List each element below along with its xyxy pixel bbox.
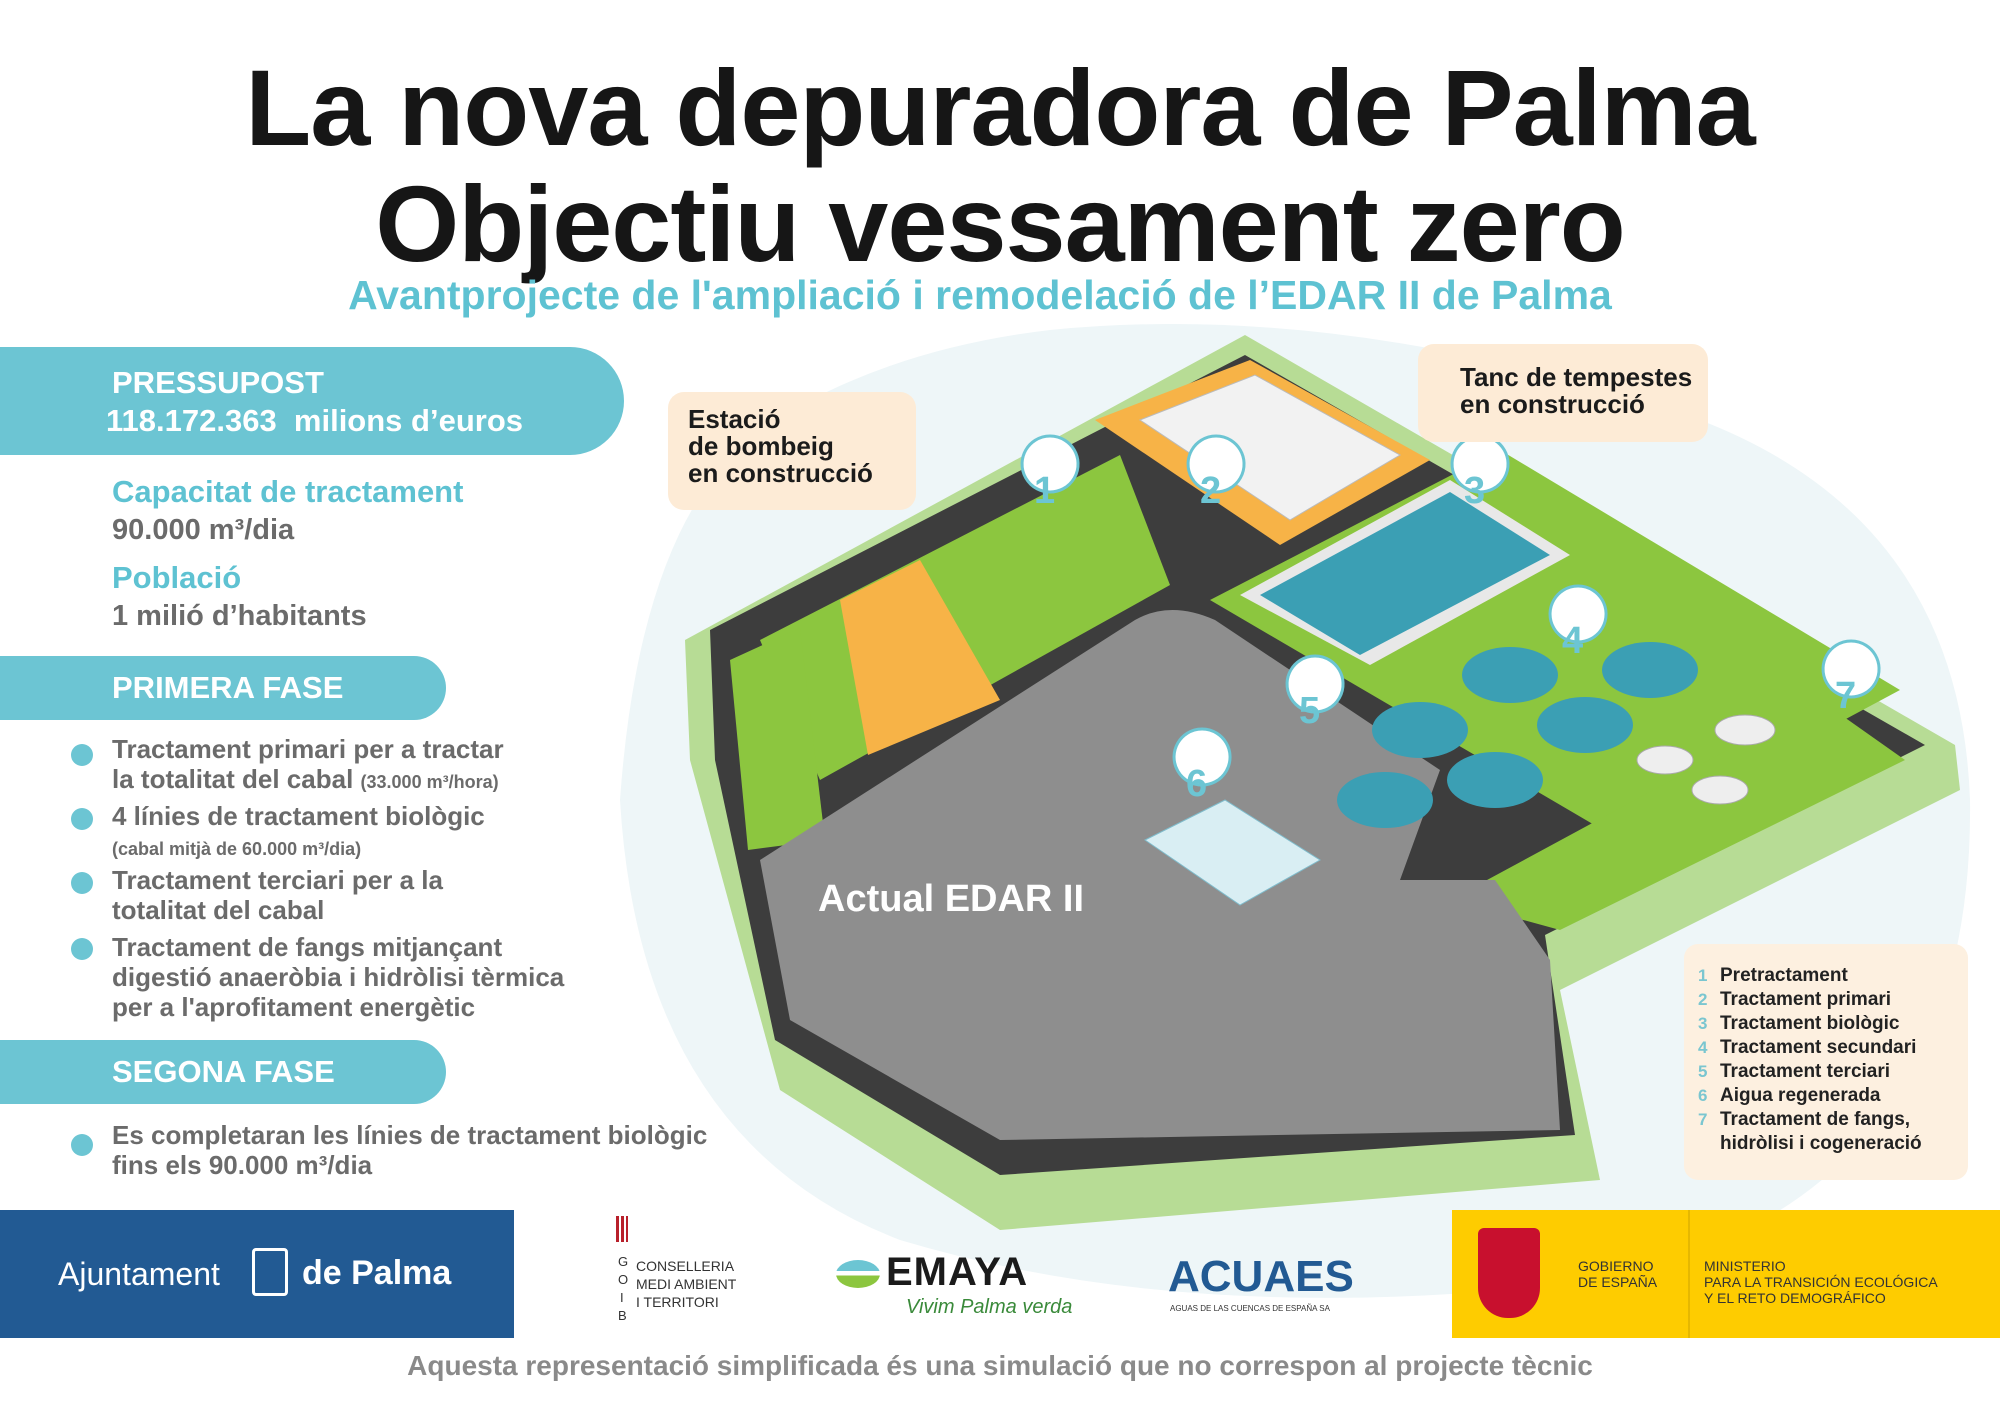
legend-item-5: 5 Tractament terciari	[1698, 1061, 1891, 1082]
spain-coat-of-arms-icon	[1478, 1228, 1540, 1318]
phase2-label: SEGONA FASE	[112, 1054, 335, 1089]
title-line-2: Objectiu vessament zero	[375, 163, 1625, 284]
gobierno-logo: GOBIERNO DE ESPAÑA MINISTERIO PARA LA TRANSICIÓN ECOLÓGICA Y EL RETO DEMOGRÁFICO	[1452, 1210, 2000, 1338]
legend-item-1: 1 Pretractament	[1698, 965, 1848, 986]
legend-item-6: 6 Aigua regenerada	[1698, 1085, 1881, 1106]
goib-flag-icon	[616, 1216, 628, 1242]
marker-3: 3	[1464, 470, 1486, 512]
marker-4: 4	[1562, 620, 1584, 662]
legend-item-3: 3 Tractament biològic	[1698, 1013, 1900, 1034]
acuaes-logo: ACUAES AGUAS DE LAS CUENCAS DE ESPAÑA SA	[1168, 1252, 1354, 1313]
population-value: 1 milió d’habitants	[112, 600, 367, 632]
marker-1: 1	[1034, 470, 1056, 512]
ajuntament-logo: Ajuntament de Palma	[0, 1210, 514, 1338]
phase1-item-3: Tractament terciari per a la totalitat del cabal	[112, 865, 443, 925]
clarifier	[1602, 642, 1698, 698]
subtitle: Avantprojecte de l'ampliació i remodelació de l’EDAR II de Palma	[348, 272, 1612, 318]
marker-7: 7	[1835, 675, 1857, 717]
legend-item-2: 2 Tractament primari	[1698, 989, 1892, 1010]
divider	[1688, 1210, 1690, 1338]
clarifier	[1372, 702, 1468, 758]
palma-crest-icon	[252, 1248, 288, 1296]
population-label: Població	[112, 560, 242, 595]
legend-item-7-cont: hidròlisi i cogeneració	[1720, 1133, 1922, 1154]
marker-2: 2	[1200, 470, 1222, 512]
marker-6: 6	[1186, 763, 1208, 805]
budget-label: PRESSUPOST	[112, 365, 324, 400]
emaya-logo: EMAYA Vivim Palma verda	[836, 1250, 1076, 1330]
digester-tank	[1692, 776, 1748, 804]
title-line-1: La nova depuradora de Palma	[245, 47, 1755, 168]
capacity-label: Capacitat de tractament	[112, 474, 464, 509]
emaya-wave-icon	[836, 1260, 880, 1288]
marker-5: 5	[1299, 690, 1321, 732]
legend-item-4: 4 Tractament secundari	[1698, 1037, 1917, 1058]
phase1-item-4: Tractament de fangs mitjançant digestió anaeròbia i hidròlisi tèrmica per a l'aprofitament energètic	[112, 932, 565, 1022]
goib-logo: G O I B CONSELLERIA MEDI AMBIENT I TERRITORI	[612, 1216, 762, 1334]
clarifier	[1447, 752, 1543, 808]
legend	[1684, 944, 1968, 1180]
phase2-item-1: Es completaran les línies de tractament biològic fins els 90.000 m³/dia	[112, 1120, 708, 1180]
pumping-callout: Estació de bombeig en construcció	[668, 392, 916, 510]
clarifier	[1537, 697, 1633, 753]
clarifier	[1462, 647, 1558, 703]
clarifier	[1337, 772, 1433, 828]
digester-tank	[1637, 746, 1693, 774]
capacity-value: 90.000 m³/dia	[112, 514, 295, 546]
legend-item-7: 7 Tractament de fangs,	[1698, 1109, 1911, 1130]
budget-value: 118.172.363 milions d’euros	[106, 403, 524, 438]
storm-tank-callout: Tanc de tempestes en construcció	[1418, 344, 1708, 442]
phase1-item-2: 4 línies de tractament biològic (cabal mitjà de 60.000 m³/dia)	[112, 801, 485, 859]
digester-tank	[1715, 715, 1775, 745]
phase1-item-1: Tractament primari per a tractar la totalitat del cabal (33.000 m³/hora)	[112, 734, 504, 794]
current-plant-label: Actual EDAR II	[818, 878, 1085, 920]
footer-disclaimer: Aquesta representació simplificada és una simulació que no correspon al projecte tècnic	[407, 1350, 1593, 1381]
phase1-label: PRIMERA FASE	[112, 670, 344, 705]
